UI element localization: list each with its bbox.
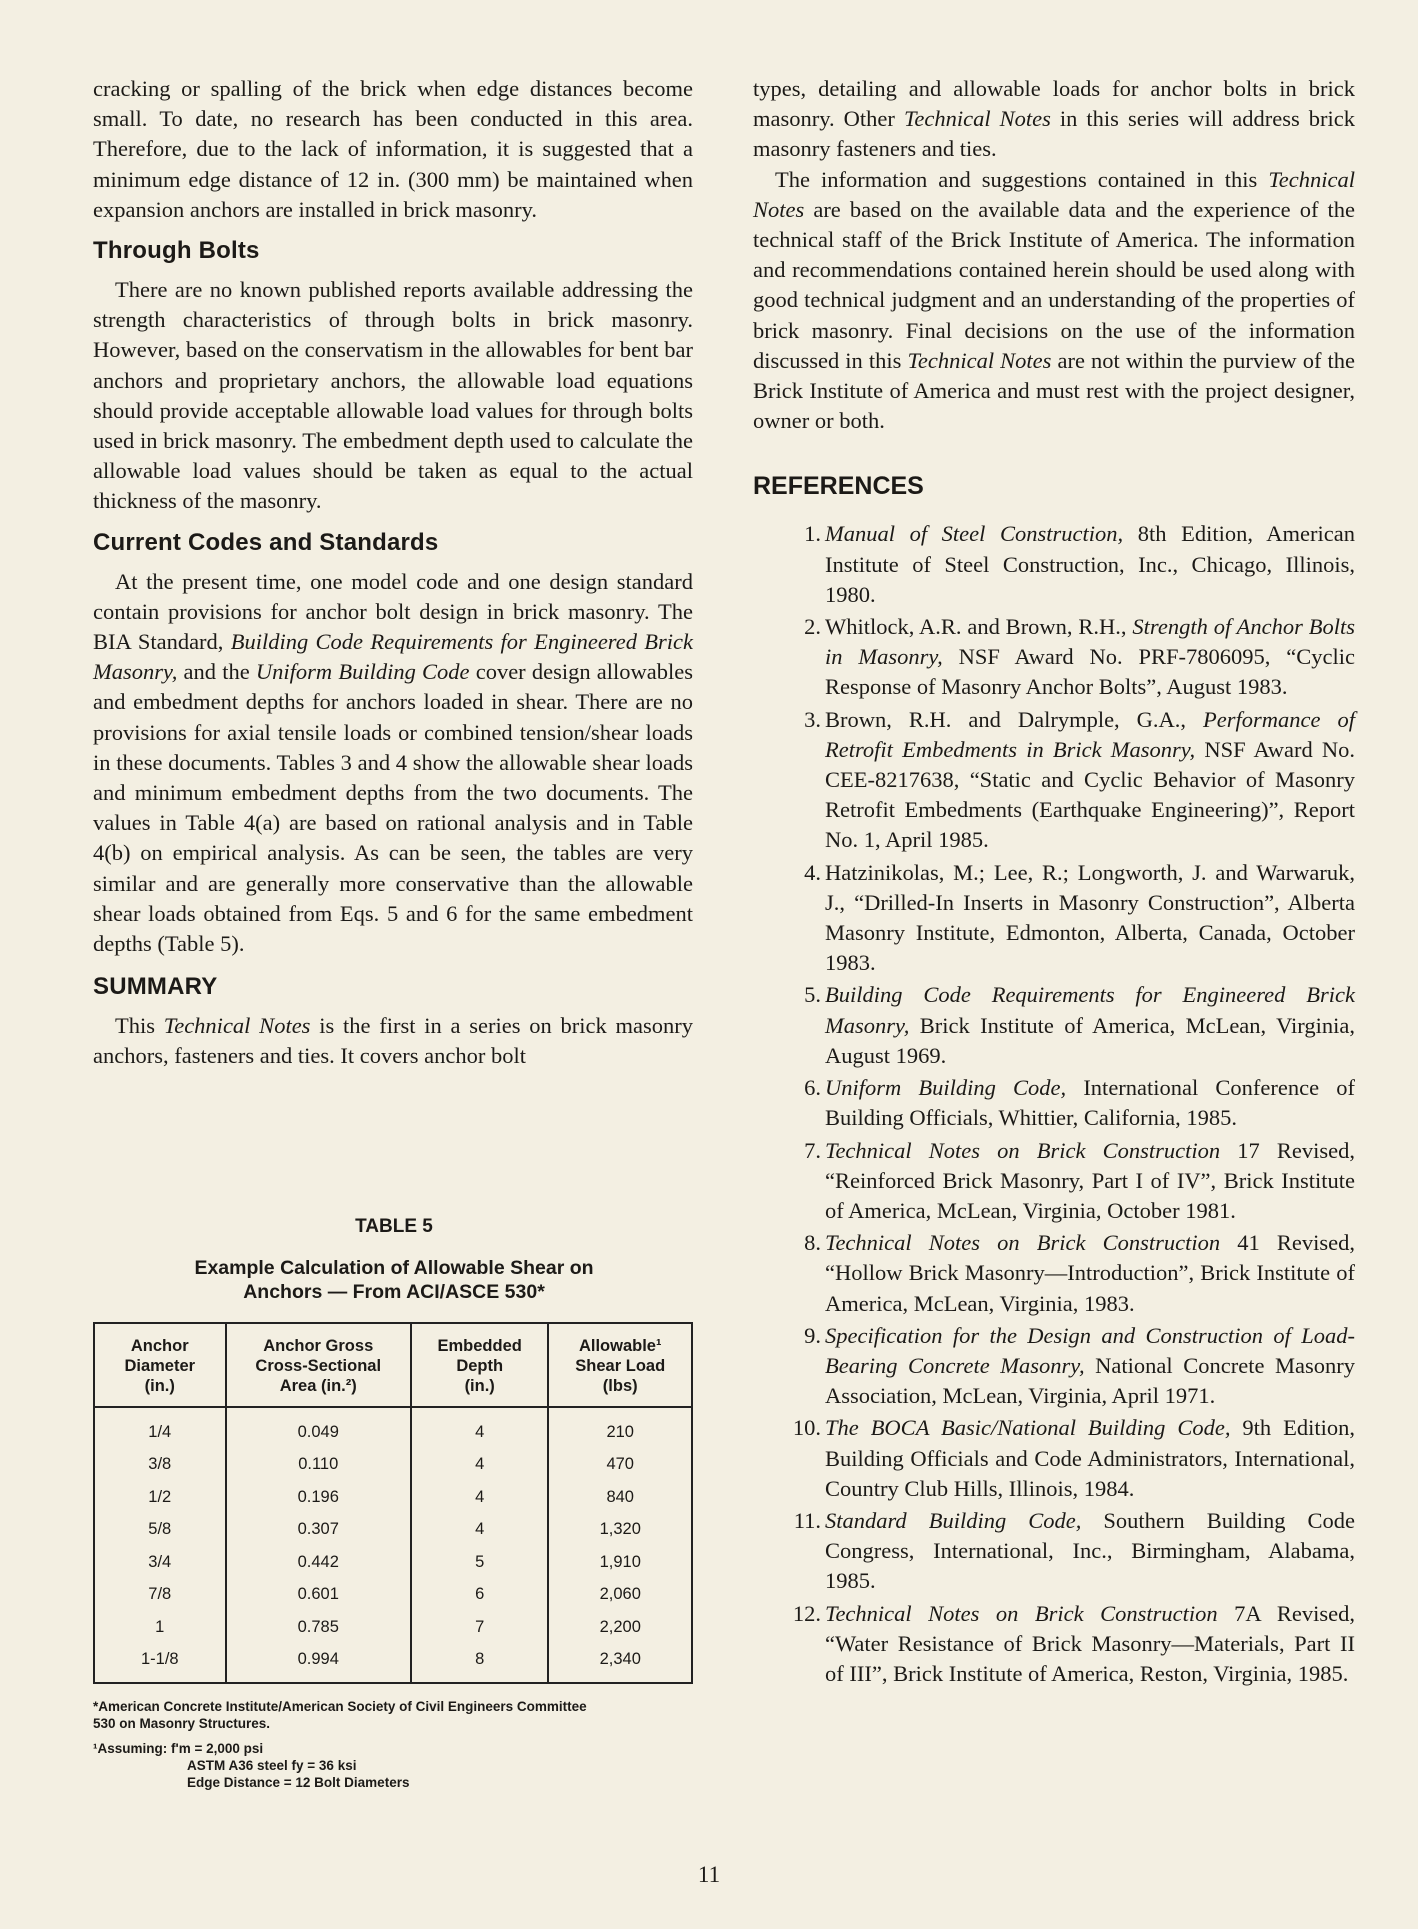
table-row <box>94 1546 692 1579</box>
table-row <box>94 1449 692 1482</box>
reference-text: 8th Edition, American Institute of Steel Construction, Inc., Chicago, Illinois, 1980. <box>825 521 1356 607</box>
reference-text: 17 Revised, “Reinforced Brick Masonry, Part I of IV”, Brick Institute of America, McLean, Virginia, October 1981. <box>825 1137 1355 1223</box>
italic-technical-notes: Technical Notes <box>903 106 1051 132</box>
reference-title: Specification for the Design and Construction of Load-Bearing Concrete Masonry, <box>825 1322 1355 1378</box>
reference-text: Brick Institute of America, McLean, Virginia, August 1969. <box>825 1012 1355 1068</box>
header-line: Anchor Gross <box>263 1337 374 1355</box>
heading-references: REFERENCES <box>753 472 924 501</box>
reference-number: 7. <box>804 1137 821 1163</box>
reference-number: 8. <box>804 1230 821 1256</box>
reference-number: 3. <box>804 706 821 732</box>
column-header-embedded-depth <box>411 1323 549 1407</box>
header-line: (in.) <box>464 1377 495 1395</box>
allowable-shear-table <box>93 1322 693 1684</box>
reference-title: The BOCA Basic/National Building Code, <box>825 1415 1231 1441</box>
reference-text: National Concrete Masonry Association, McLean, Virginia, April 1971. <box>825 1352 1355 1409</box>
reference-title: Technical Notes on Brick Construction <box>825 1600 1218 1626</box>
table-body <box>94 1407 692 1683</box>
reference-text: Whitlock, A.R. and Brown, R.H., <box>825 614 1133 640</box>
table-row <box>94 1481 692 1514</box>
reference-text: 7A Revised, “Water Resistance of Brick Masonry—Materials, Part II of III”, Brick Institute of America, Reston, Virginia, 1985. <box>825 1600 1355 1686</box>
table-cell: 1/4 <box>148 1422 172 1441</box>
header-line: (lbs) <box>602 1377 638 1395</box>
footnote-line: Edge Distance = 12 Bolt Diameters <box>187 1775 410 1790</box>
text-run: are not within the purview of the Brick Institute of America and must rest with the project designer, owner or both. <box>753 347 1355 434</box>
table-cell: 1,320 <box>548 1514 692 1547</box>
column-header-anchor-diameter <box>94 1323 226 1407</box>
table-cell: 4 <box>411 1407 549 1449</box>
reference-item <box>753 1136 1355 1227</box>
header-line: (in.) <box>144 1377 175 1395</box>
header-line: Embedded <box>437 1337 522 1355</box>
reference-item <box>753 1599 1355 1690</box>
reference-item <box>753 612 1355 703</box>
table-title: TABLE 5 <box>355 1216 433 1237</box>
table-cell: 0.307 <box>226 1514 411 1547</box>
caption-line: Anchors — From ACI/ASCE 530* <box>243 1281 545 1303</box>
table-cell: 0.110 <box>226 1449 411 1482</box>
text-run: types, detailing and allowable loads for anchor bolts in brick masonry. Other <box>753 76 1355 132</box>
reference-text: Hatzinikolas, M.; Lee, R.; Longworth, J. and Warwaruk, J., “Drilled-In Inserts in Masonry Construction”, Alberta Masonry Institute, Edmonton, Alberta, Canada, October 1983. <box>825 859 1355 976</box>
text-run: are based on the available data and the experience of the technical staff of the Brick Institute of America. The information and recommendations contained herein should be used along with good technical judgment and an understanding of the properties of brick masonry. Final decisions on the use of the information discussed in this <box>753 196 1355 373</box>
reference-title: Strength of Anchor Bolts in Masonry, <box>825 614 1355 670</box>
italic-technical-notes: Technical Notes <box>163 1013 311 1039</box>
table-row <box>94 1514 692 1547</box>
table-cell: 4 <box>411 1481 549 1514</box>
table-row <box>94 1611 692 1644</box>
caption-line: Example Calculation of Allowable Shear on <box>194 1257 594 1279</box>
table-cell: 0.601 <box>226 1579 411 1612</box>
page-number: 11 <box>697 1862 721 1887</box>
table-caption <box>93 1256 695 1304</box>
right-column <box>753 74 1355 1691</box>
paragraph-edge-distance: cracking or spalling of the brick when edge distances become small. To date, no research has been conducted in this area. Therefore, due to the lack of information, it is suggested that a minimum edge distance of 12 in. (300 mm) be maintained when expansion anchors are installed in brick masonry. <box>93 76 693 222</box>
table-cell: 1,910 <box>548 1546 692 1579</box>
reference-item <box>753 1073 1355 1133</box>
reference-number: 10. <box>792 1415 821 1441</box>
table-cell: 0.994 <box>226 1644 411 1684</box>
table-cell: 6 <box>411 1579 549 1612</box>
paragraph-disclaimer <box>753 165 1355 437</box>
reference-number: 4. <box>804 859 821 885</box>
text-run: in this series will address brick masonry fasteners and ties. <box>753 106 1355 162</box>
header-line: Shear Load <box>575 1357 666 1375</box>
references-list <box>753 519 1355 1689</box>
footnote-line: *American Concrete Institute/American Society of Civil Engineers Committee <box>93 1699 587 1714</box>
text-run: This <box>115 1013 164 1039</box>
header-line: Area (in.²) <box>279 1377 357 1395</box>
reference-number: 9. <box>804 1322 821 1348</box>
text-run: At the present time, one model code and one design standard contain provisions for anchor bolt design in brick masonry. The BIA Standard, <box>93 568 693 655</box>
table-cell: 5 <box>411 1546 549 1579</box>
table-cell: 470 <box>548 1449 692 1482</box>
reference-item <box>753 1413 1355 1504</box>
footnote-line: 530 on Masonry Structures. <box>93 1716 271 1731</box>
reference-item <box>753 519 1355 610</box>
reference-item <box>753 1506 1355 1597</box>
footnote-line: ASTM A36 steel fy = 36 ksi <box>187 1758 357 1773</box>
text-run: cover design allowables and embedment depths for anchors loaded in shear. There are no provisions for axial tensile loads or combined tension/shear loads in these documents. Tables 3 and 4 show the allowable shear loads and minimum embedment depths from the two documents. The values in Table 4(a) are based on rational analysis and in Table 4(b) on empirical analysis. As can be seen, the tables are very similar and are generally more conservative than the allowable shear loads obtained from Eqs. 5 and 6 for the same embedment depths (Table 5). <box>93 659 694 957</box>
left-column <box>93 74 693 1072</box>
reference-number: 11. <box>793 1507 821 1533</box>
table-cell: 1/2 <box>148 1487 172 1506</box>
reference-text: 9th Edition, Building Officials and Code Administrators, International, Country Club Hills, Illinois, 1984. <box>825 1415 1355 1501</box>
paragraph-summary-continued <box>753 74 1355 165</box>
header-line: Diameter <box>124 1357 196 1375</box>
reference-title: Manual of Steel Construction, <box>825 521 1124 547</box>
table-footnote-assumptions <box>93 1740 695 1791</box>
heading-summary: SUMMARY <box>93 973 218 1001</box>
reference-item <box>753 1228 1355 1319</box>
table-footnote-source <box>93 1698 695 1732</box>
table-cell: 0.196 <box>226 1481 411 1514</box>
reference-title: Uniform Building Code, <box>825 1075 1067 1101</box>
reference-number: 12. <box>792 1600 821 1626</box>
paragraph-through-bolts: There are no known published reports available addressing the strength characteristics of through bolts in brick masonry. However, based on the conservatism in the allowables for bent bar anchors and proprietary anchors, the allowable load equations should provide acceptable allowable load values for through bolts used in brick masonry. The embedment depth used to calculate the allowable load values should be taken as equal to the actual thickness of the masonry. <box>93 277 693 514</box>
column-header-shear-load <box>548 1323 692 1407</box>
table-row <box>94 1579 692 1612</box>
table-cell: 5/8 <box>148 1520 172 1539</box>
reference-text: NSF Award No. CEE-8217638, “Static and Cyclic Behavior of Masonry Retrofit Embedments (Earthquake Engineering)”, Report No. 1, April 1985. <box>825 736 1356 853</box>
reference-number: 1. <box>804 521 821 547</box>
text-run: is the first in a series on brick masonry anchors, fasteners and ties. It covers anchor bolt <box>93 1013 693 1069</box>
reference-text: Southern Building Code Congress, International, Inc., Birmingham, Alabama, 1985. <box>825 1507 1355 1594</box>
heading-current-codes: Current Codes and Standards <box>93 528 439 556</box>
reference-number: 6. <box>804 1075 821 1101</box>
reference-item <box>753 705 1355 856</box>
table-cell: 7/8 <box>148 1585 172 1604</box>
reference-title: Standard Building Code, <box>825 1507 1082 1533</box>
table-cell: 3/8 <box>148 1455 172 1474</box>
reference-text: 41 Revised, “Hollow Brick Masonry—Introduction”, Brick Institute of America, McLean, Virginia, 1983. <box>825 1230 1355 1316</box>
table-cell: 0.049 <box>226 1407 411 1449</box>
header-line: Depth <box>456 1357 504 1375</box>
column-header-gross-area <box>226 1323 411 1407</box>
table-cell: 2,200 <box>548 1611 692 1644</box>
heading-through-bolts: Through Bolts <box>93 237 260 265</box>
reference-title: Performance of Retrofit Embedments in Brick Masonry, <box>825 706 1355 762</box>
table-cell: 2,060 <box>548 1579 692 1612</box>
reference-title: Technical Notes on Brick Construction <box>825 1230 1221 1256</box>
table-cell: 7 <box>411 1611 549 1644</box>
table-cell: 210 <box>548 1407 692 1449</box>
table-row <box>94 1407 692 1449</box>
reference-text: NSF Award No. PRF-7806095, “Cyclic Response of Masonry Anchor Bolts”, August 1983. <box>825 644 1355 700</box>
reference-item <box>753 858 1355 979</box>
reference-title: Building Code Requirements for Engineered Brick Masonry, <box>825 982 1355 1038</box>
text-run: The information and suggestions contained in this <box>775 166 1269 192</box>
paragraph-current-codes <box>93 567 693 960</box>
table-cell: 8 <box>411 1644 549 1684</box>
reference-item <box>753 1321 1355 1412</box>
table-cell: 2,340 <box>548 1644 692 1684</box>
header-line: Allowable¹ <box>578 1337 662 1355</box>
reference-text: International Conference of Building Officials, Whittier, California, 1985. <box>825 1075 1355 1131</box>
footnote-line: ¹Assuming: f'm = 2,000 psi <box>93 1741 264 1756</box>
table-cell: 840 <box>548 1481 692 1514</box>
reference-text: Brown, R.H. and Dalrymple, G.A., <box>825 706 1204 732</box>
table-5-block <box>93 1216 695 1791</box>
italic-technical-notes: Technical Notes <box>753 166 1355 222</box>
table-cell: 4 <box>411 1449 549 1482</box>
text-run: and the <box>177 659 256 685</box>
table-cell: 0.785 <box>226 1611 411 1644</box>
header-line: Anchor <box>130 1337 189 1355</box>
reference-number: 5. <box>804 982 821 1008</box>
italic-technical-notes: Technical Notes <box>907 347 1052 373</box>
reference-number: 2. <box>804 614 821 640</box>
table-cell: 4 <box>411 1514 549 1547</box>
table-row <box>94 1644 692 1684</box>
header-line: Cross-Sectional <box>255 1357 382 1375</box>
table-cell: 1-1/8 <box>140 1650 179 1669</box>
reference-item <box>753 980 1355 1071</box>
table-cell: 3/4 <box>148 1552 172 1571</box>
italic-title-bia-standard: Building Code Requirements for Engineered Brick Masonry, <box>93 629 693 685</box>
italic-title-ubc: Uniform Building Code <box>255 659 470 685</box>
reference-title: Technical Notes on Brick Construction <box>825 1137 1221 1163</box>
paragraph-summary <box>93 1011 693 1071</box>
table-cell: 1 <box>155 1617 165 1636</box>
table-cell: 0.442 <box>226 1546 411 1579</box>
